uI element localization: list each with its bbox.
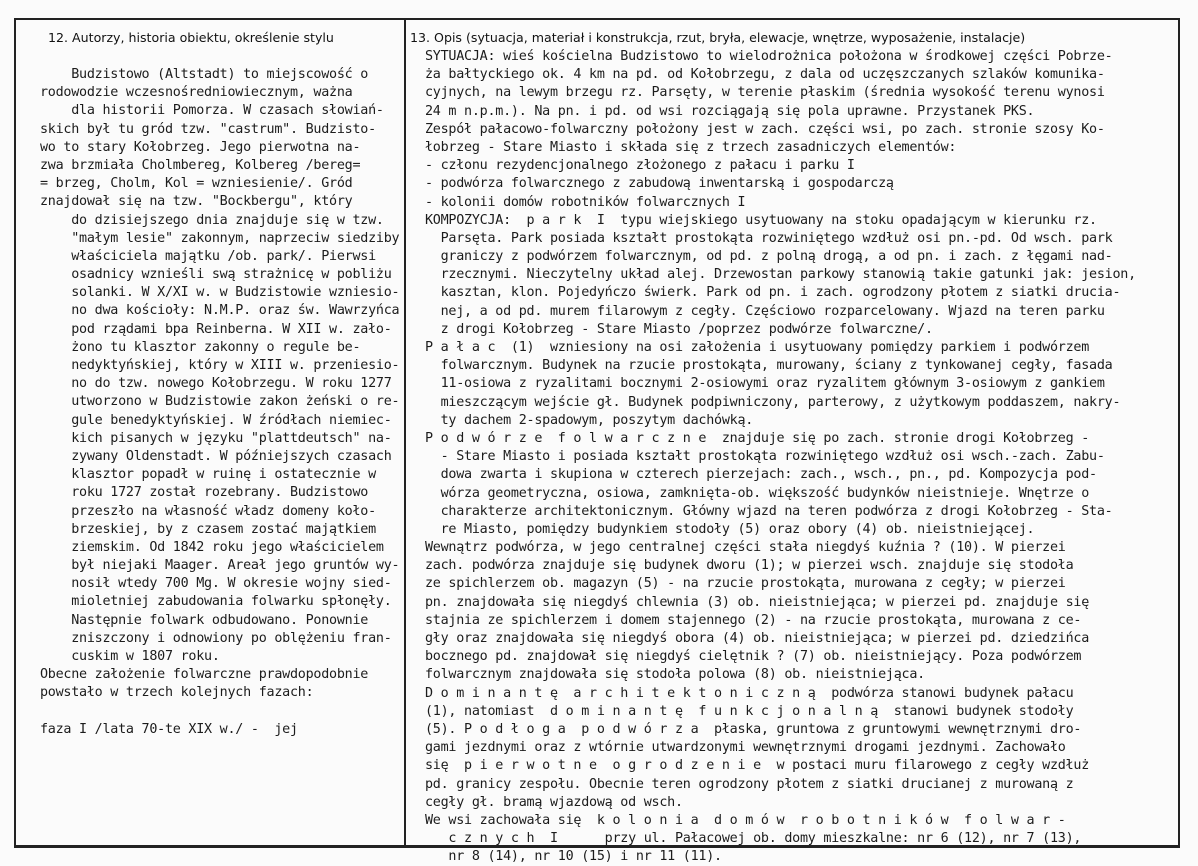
text-line: do dzisiejszego dnia znajduje się w tzw. (40, 212, 384, 228)
text-line: no dwa kościoły: N.M.P. oraz św. Wawrzyńca (40, 303, 400, 319)
text-line: ty dachem 2-spadowym, poszytym dachówką. (425, 412, 754, 428)
text-line: dla historii Pomorza. W czasach słowiań- (40, 103, 384, 119)
text-line: łobrzeg - Stare Miasto i składa się z trzech zasadniczych elementów: (425, 139, 957, 155)
text-line: no do tzw. nowego Kołobrzegu. W roku 1277 (40, 376, 392, 392)
text-line: brzeskiej, by z czasem zostać majątkiem (40, 521, 376, 537)
text-line: klasztor popadł w ruinę i ostatecznie w (40, 467, 376, 483)
text-line: mieszczącym wejście gł. Budynek podpiwniczony, parterowy, z użytkowym poddaszem, nakry- (425, 394, 1121, 410)
text-line: KOMPOZYCJA: p a r k I typu wiejskiego usytuowany na stoku opadającym w kierunku rz. (425, 212, 1097, 228)
text-line: pod rządami bpa Reinberna. W XII w. zało- (40, 321, 392, 337)
text-line: stajnia ze spichlerzem i domem stajennego (2) - na rzucie prostokąta, murowana z ce- (425, 612, 1082, 628)
text-line: Parsęta. Park posiada kształt prostokąta rozwiniętego wzdłuż osi pn.-pd. Od wsch. park (425, 230, 1113, 246)
text-line: Następnie folwark odbudowano. Ponownie (40, 612, 369, 628)
text-line: 24 m n.p.m.). Na pn. i pd. od wsi rozciągają się pola uprawne. Przystanek PKS. (425, 103, 1035, 119)
text-line: zywany Oldenstadt. W późniejszych czasach (40, 448, 392, 464)
text-line: faza I /lata 70-te XIX w./ - jej (40, 721, 298, 737)
text-line: (5). P o d ł o g a p o d w ó r z a płaska, gruntowa z gruntowymi wewnętrznymi dro- (425, 721, 1082, 737)
text-line: solanki. W X/XI w. w Budzistowie wzniesio- (40, 285, 400, 301)
text-line: Obecne założenie folwarczne prawdopodobnie (40, 667, 369, 683)
text-line: P a ł a c (1) wzniesiony na osi założenia i usytuowany pomiędzy parkiem i podwórzem (425, 340, 1090, 355)
text-line: Wewnątrz podwórza, w jego centralnej części stała niegdyś kuźnia ? (10). W pierzei (425, 540, 1066, 556)
text-line: bocznego pd. znajdował się niegdyś cielętnik ? (7) ob. nieistniejący. Poza podwórzem (425, 649, 1082, 665)
text-line: folwarcznym znajdowała się stodoła polowa (8) ob. nieistniejąca. (425, 667, 925, 683)
text-line: kich pisanych w języku "plattdeutsch" na- (40, 430, 392, 446)
column-divider (404, 18, 406, 848)
text-line: był niejaki Maager. Areał jego gruntów wy- (40, 558, 400, 574)
description-text (425, 48, 1175, 866)
section-12-header: 12. Autorzy, historia obiektu, określenie stylu (48, 30, 334, 45)
text-line: ze spichlerzem ob. magazyn (5) - na rzucie prostokąta, murowana z cegły; w pierzei (425, 576, 1066, 592)
text-line: SYTUACJA: wieś kościelna Budzistowo to wielodrożnica położona w środkowej części Pobrze- (425, 49, 1113, 64)
text-line: - Stare Miasto i posiada kształt prostokąta rozwiniętego wzdłuż osi wsch.-zach. Zabu- (425, 449, 1105, 465)
text-line: żono tu klasztor zakonny o regule be- (40, 339, 361, 355)
section-13-header: 13. Opis (sytuacja, materiał i konstrukcja, rzut, bryła, elewacje, wnętrze, wyposażenie, instalacje) (410, 30, 1026, 45)
text-line: nedyktyńskiej, który w XIII w. przeniesio- (40, 358, 400, 373)
text-line: gule benedyktyńskiej. W źródłach niemiec- (40, 412, 392, 428)
text-line: charakterze architektonicznym. Główny wjazd na teren podwórza z drogi Kołobrzeg - Sta- (425, 503, 1113, 519)
text-line: graniczy z podwórzem folwarcznym, od pd. z polną drogą, a od pn. i zach. z łęgami nad- (425, 249, 1113, 265)
text-line: cuskim w 1807 roku. (40, 649, 220, 664)
text-line: osadnicy wznieśli swą strażnicę w pobliżu (40, 267, 392, 283)
text-line: mioletniej zabudowania folwarku spłonęły. (40, 594, 392, 610)
text-line: rzecznymi. Nieczytelny układ alej. Drzewostan parkowy stanowią takie gatunki jak: jesion, (425, 267, 1136, 283)
text-line: 11-osiowa z ryzalitami bocznymi 2-osiowymi oraz ryzalitem głównym 3-osiowym z gankiem (425, 376, 1105, 392)
text-line (40, 703, 402, 721)
text-line: rodowodzie wczesnośredniowiecznym, ważna (40, 85, 353, 101)
text-line: dowa zwarta i skupiona w czterech pierzejach: zach., wsch., pn., pd. Kompozycja pod- (425, 467, 1097, 483)
text-line: się p i e r w o t n e o g r o d z e n i e w postaci muru filarowego z cegły wzdłuż (425, 758, 1090, 774)
text-line: Budzistowo (Altstadt) to miejscowość o (40, 67, 369, 82)
text-line: z drogi Kołobrzeg - Stare Miasto /poprzez podwórze folwarczne/. (425, 321, 933, 337)
text-line: gami jezdnymi oraz z wtórnie utwardzonymi wewnętrznymi drogami jezdnymi. Zachowało (425, 740, 1066, 756)
text-line: powstało w trzech kolejnych fazach: (40, 685, 314, 701)
text-line: gły oraz znajdowała się niegdyś obora (4) ob. nieistniejąca; w pierzei pd. dziedzińca (425, 631, 1090, 646)
text-line: cegły gł. bramą wjazdową od wsch. (425, 794, 683, 810)
text-line: "małym lesie" zakonnym, naprzeciw siedziby (40, 230, 400, 246)
text-line: kasztan, klon. Pojedyńczo świerk. Park od pn. i zach. ogrodzony płotem z siatki drucia- (425, 285, 1121, 301)
text-line: znajdował się na tzw. "Bockbergu", który (40, 194, 353, 210)
text-line: utworzono w Budzistowie zakon żeński o re- (40, 394, 400, 410)
text-line: - kolonii domów robotników folwarcznych I (425, 194, 746, 210)
text-line: wo to stary Kołobrzeg. Jego pierwotna na- (40, 139, 361, 155)
text-line: przeszło na własność władz domeny koło- (40, 503, 376, 519)
text-line: = brzeg, Cholm, Kol = wzniesienie/. Gród (40, 176, 353, 192)
text-line: zach. podwórza znajduje się budynek dworu (1); w pierzei wsch. znajduje się stodoła (425, 558, 1074, 574)
history-text (40, 66, 402, 739)
text-line: - podwórza folwarcznego z zabudową inwentarską i gospodarczą (425, 176, 894, 192)
text-line: P o d w ó r z e f o l w a r c z n e znajduje się po zach. stronie drogi Kołobrzeg - (425, 430, 1090, 446)
text-line: ża bałtyckiego ok. 4 km na pd. od Kołobrzegu, z dala od uczęszczanych szlaków komunika- (425, 67, 1105, 83)
text-line: zwa brzmiała Cholmbereg, Kolbereg /bereg= (40, 157, 361, 173)
text-line: nej, a od pd. murem filarowym z cegły. Częściowo rozparcelowany. Wjazd na teren parku (425, 303, 1105, 319)
text-line: c z n y c h I przy ul. Pałacowej ob. domy mieszkalne: nr 6 (12), nr 7 (13), (425, 831, 1082, 847)
text-line: cyjnych, na lewym brzegu rz. Parsęty, w terenie płaskim (średnia wysokość terenu wynosi (425, 85, 1105, 101)
text-line: We wsi zachowała się k o l o n i a d o m ó w r o b o t n i k ó w f o l w a r - (425, 812, 1066, 828)
text-line: roku 1727 został rozebrany. Budzistowo (40, 485, 369, 501)
text-line: właściciela majątku /ob. park/. Pierwsi (40, 248, 376, 264)
text-line: (1), natomiast d o m i n a n t ę f u n k c j o n a l n ą stanowi budynek stodoły (425, 703, 1074, 719)
text-line: re Miasto, pomiędzy budynkiem stodoły (5) oraz obory (4) ob. nieistniejącej. (425, 521, 1035, 537)
text-line: nr 8 (14), nr 10 (15) i nr 11 (11). (425, 849, 722, 865)
text-line: D o m i n a n t ę a r c h i t e k t o n i c z n ą podwórza stanowi budynek pałacu (425, 685, 1074, 701)
text-line: skich był tu gród tzw. "castrum". Budzisto- (40, 121, 376, 137)
text-line: pn. znajdowała się niegdyś chlewnia (3) ob. nieistniejąca; w pierzei pd. znajduje się (425, 594, 1090, 610)
text-line: wórza geometryczna, osiowa, zamknięta-ob. większość budynków nieistnieje. Wnętrze o (425, 485, 1090, 501)
text-line: nosił wtedy 700 Mg. W okresie wojny sied- (40, 576, 392, 592)
text-line: folwarcznym. Budynek na rzucie prostokąta, murowany, ściany z tynkowanej cegły, fasada (425, 358, 1113, 374)
text-line: Zespół pałacowo-folwarczny położony jest w zach. części wsi, po zach. stronie szosy Ko- (425, 121, 1105, 137)
text-line: zniszczony i odnowiony po oblężeniu fran- (40, 630, 392, 646)
text-line: - członu rezydencjonalnego złożonego z pałacu i parku I (425, 158, 855, 174)
text-line: pd. granicy zespołu. Obecnie teren ogrodzony płotem z siatki drucianej z murowaną z (425, 776, 1074, 792)
text-line: ziemskim. Od 1842 roku jego właścicielem (40, 539, 384, 555)
